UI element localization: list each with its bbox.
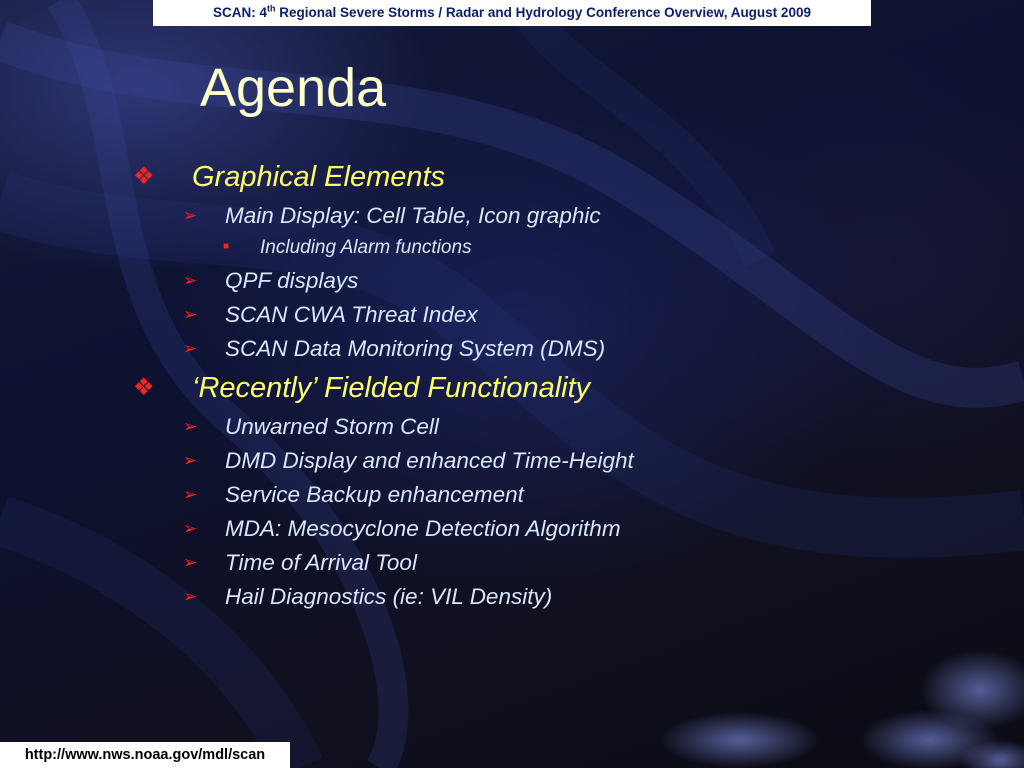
outline-item: QPF displays xyxy=(225,268,359,293)
outline-item: Hail Diagnostics (ie: VIL Density) xyxy=(225,584,553,609)
diamond-bullet-icon: ❖ xyxy=(133,374,155,401)
arrow-bullet-icon: ➢ xyxy=(183,305,198,324)
outline-item: SCAN Data Monitoring System (DMS) xyxy=(225,336,606,361)
arrow-bullet-icon: ➢ xyxy=(183,451,198,470)
square-bullet-icon: ■ xyxy=(223,241,230,252)
outline-item: Time of Arrival Tool xyxy=(225,550,417,575)
header-suffix: Regional Severe Storms / Radar and Hydrology Conference Overview, August 2009 xyxy=(275,5,811,20)
outline-item: Unwarned Storm Cell xyxy=(225,414,439,439)
outline-item: Service Backup enhancement xyxy=(225,482,524,507)
footer-url-link[interactable]: http://www.nws.noaa.gov/mdl/scan xyxy=(0,742,290,768)
slide-title: Agenda xyxy=(200,58,387,118)
arrow-bullet-icon: ➢ xyxy=(183,206,198,225)
diamond-bullet-icon: ❖ xyxy=(133,163,155,190)
header-superscript: th xyxy=(267,3,276,14)
arrow-bullet-icon: ➢ xyxy=(183,553,198,572)
header-prefix: SCAN: 4 xyxy=(213,5,268,20)
outline-subitem: Including Alarm functions xyxy=(260,237,472,258)
arrow-bullet-icon: ➢ xyxy=(183,271,198,290)
outline-item: Main Display: Cell Table, Icon graphic xyxy=(225,203,601,228)
arrow-bullet-icon: ➢ xyxy=(183,417,198,436)
arrow-bullet-icon: ➢ xyxy=(183,587,198,606)
outline-heading: Graphical Elements xyxy=(192,161,446,193)
outline-heading: ‘Recently’ Fielded Functionality xyxy=(192,372,591,404)
outline-item: DMD Display and enhanced Time-Height xyxy=(225,448,634,473)
arrow-bullet-icon: ➢ xyxy=(183,485,198,504)
arrow-bullet-icon: ➢ xyxy=(183,519,198,538)
outline-item: SCAN CWA Threat Index xyxy=(225,302,478,327)
arrow-bullet-icon: ➢ xyxy=(183,339,198,358)
outline-item: MDA: Mesocyclone Detection Algorithm xyxy=(225,516,621,541)
